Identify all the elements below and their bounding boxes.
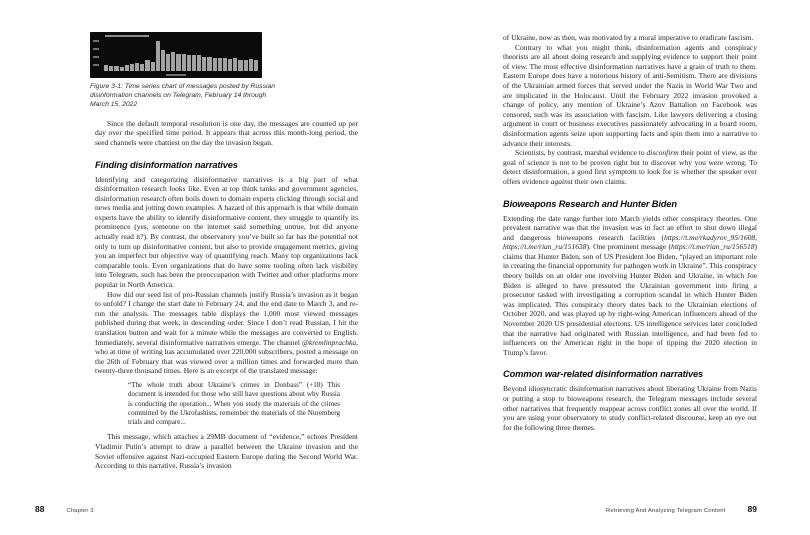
time-series-chart: [90, 32, 262, 78]
chart-bar: [192, 55, 196, 71]
chart-bar: [249, 59, 253, 71]
chart-bar: [114, 66, 118, 71]
para-extending-date-range: Extending the date range further into March yields other conspiracy theories. One prevalent narrative was that the invasion was in fact an effort to shut down illegal and dangerous bioweapons research facilities (https://t.me/rkadyrov_95/1608, https://t.me/rian_ru/151638). One prominent message (https://t.me/rian_ru/156518) claims that Hunter Biden, son of US President Joe Biden, “played an important role in creating the financial opportunity for pathogen work in Ukraine”. This conspiracy theory builds on an older one involving Hunter Biden and Ukraine, in which Joe Biden is alleged to have pressured the Ukrainian government into firing a prosecutor tasked with investigating a corruption scandal in which Hunter Biden was implicated. This conspiracy theory dates back to the Ukrainian elections of October 2020, and was played up by right-wing American influencers ahead of the November 2020 US presidential elections. US intelligence services later concluded that the narrative had originated with Russian intelligence, and had been fed to influencers on the American right in the hope of tipping the 2020 election in Trump’s favor.: [503, 213, 757, 357]
chart-bar: [151, 62, 155, 71]
chart-bar: [176, 54, 180, 71]
chart-x-axis-label: [166, 74, 186, 76]
chart-bar: [120, 67, 124, 71]
chart-bar: [254, 60, 258, 71]
para-this-message: This message, which attaches a 29MB document of “evidence,” echoes President Vladimir Putin’s attempt to draw a parallel between the Ukraine invasion and the Soviet offensive against Nazi-occupied Eastern Europe during the Second World War. According to this narrative, Russia’s invasion: [95, 432, 358, 471]
chart-y-tick: [93, 48, 99, 50]
chart-bar: [244, 60, 248, 71]
chart-bar: [233, 58, 237, 71]
left-page-number: 88: [35, 504, 45, 514]
chart-bar: [140, 64, 144, 72]
right-footer: [606, 504, 757, 514]
chart-bar: [135, 63, 139, 71]
chart-bars: [104, 41, 258, 71]
left-page: [90, 32, 358, 471]
chart-bar: [223, 58, 227, 71]
chart-bar: [130, 64, 134, 71]
chart-bar: [238, 60, 242, 71]
chart-bar: [202, 57, 206, 71]
chart-bar: [197, 55, 201, 71]
chart-bar: [161, 50, 165, 71]
chart-bar: [109, 66, 113, 71]
chart-title-text: [105, 35, 149, 37]
chart-bar: [145, 60, 149, 71]
chart-y-tick: [93, 40, 99, 42]
chart-bar: [228, 59, 232, 71]
chart-y-tick: [93, 64, 99, 66]
para-how-did-seed-list: How did our seed list of pro-Russian channels justify Russia’s invasion as it began to unfold? I change the start date to February 24, and the end date to March 3, and re-run the analysis. The messages table displays the 1,000 most viewed messages published during that week, in descending order. Since I don’t read Russian, I hit the translation button and wait for a minute while the messages are converted to English. Immediately, several disinformative narratives emerge. The channel @kremlinprachka, who at time of writing has accumulated over 220,000 subscribers, posted a message on the 26th of February that was viewed over a million times and forwarded more than twenty-three thousand times. Here is an excerpt of the translated message:: [95, 289, 358, 376]
chart-bar: [125, 65, 129, 71]
chapter-label: Chapter 3: [66, 508, 94, 514]
figure-3-1: [90, 32, 358, 110]
para-identifying: Identifying and categorizing disinformative narratives is a big part of what disinformation research looks like. Even at top think tanks and government agencies, disinformation research often boils down to domain experts clicking through social and news media and jotting down examples. A hazard of this approach is that while domain experts have the ability to identify disinformative content, they struggle to quantify its prominence (yes, someone on the internet said something untrue, but did anyone actually read it?). By contrast, the observatory you’ve built so far has the potential not only to turn up disinformative content, but also to provide engagement metrics, giving you an imperfect but objective way of quantifying reach. Many top organizations lack comparable tools. Even organizations that do have some tooling often lack visibility into Telegram, such has been the preoccupation with Twitter and other platforms more popular in North America.: [95, 174, 358, 290]
heading-common-war-narratives: Common war-related disinformation narratives: [503, 369, 704, 380]
chapter-title-label: Retrieving And Analyzing Telegram Content: [605, 508, 726, 514]
chart-bar: [171, 52, 175, 71]
figure-caption: Figure 3-1: Time series chart of messages posted by Russian disinformation channels on Telegram, February 14 through March 15, 2022: [90, 83, 276, 108]
chart-bar: [156, 41, 160, 71]
chart-bar: [104, 65, 108, 71]
para-scientists: Scientists, by contrast, marshal evidence to disconfirm their point of view, as the goal of science is not to be proven right but to discover why you were wrong. To detect disinformation, a good first symptom to look for is whether the speaker ever offers evidence against their own claims.: [503, 148, 757, 186]
para-since-default: Since the default temporal resolution is one day, the messages are counted up per day over the specified time period. It appears that across this month-long period, the seed channels were chattiest on the day the invasion began.: [95, 118, 358, 147]
right-page: [503, 33, 757, 432]
heading-finding-disinformation-narratives: Finding disinformation narratives: [95, 159, 238, 170]
para-of-ukraine: of Ukraine, now as then, was motivated by a moral imperative to eradicate fascism.: [503, 33, 754, 42]
right-page-number: 89: [747, 504, 757, 514]
para-beyond-idiosyncratic: Beyond idiosyncratic disinformation narratives about liberating Ukraine from Nazis or putting a stop to bioweapons research, the Telegram messages include several other narratives that frequently reappear across conflict zones all over the world. If you are using your observatory to study conflict-related discourse, keep an eye out for the following three themes.: [503, 384, 757, 432]
chart-bar: [166, 54, 170, 71]
chart-bar: [218, 58, 222, 72]
chart-bar: [187, 55, 191, 71]
chart-bar: [182, 54, 186, 71]
heading-bioweapons-research: Bioweapons Research and Hunter Biden: [503, 198, 677, 209]
chart-bar: [213, 58, 217, 71]
translated-message-quote: “The whole truth about Ukraine’s crimes in Donbass” (+18) This document is intended for those who still have questions about why Russia is conducting the operation... When you study the materials of the crimes committed by the Ukrofashists, remember the materials of the Nuremberg trials and compare...: [128, 380, 340, 427]
chart-y-tick: [93, 56, 99, 58]
left-footer: [35, 504, 94, 514]
para-contrary: Contrary to what you might think, disinformation agents and conspiracy theorists are all about doing research and supplying evidence to support their point of view. The most effective disinformation narratives have a grain of truth to them. Eastern Europe does have a notorious history of anti-Semitism. There are divisions of the Ukrainian armed forces that served under the Nazis in World War Two and are implicated in the Holocaust. Until the February 2022 invasion provoked a change of policy, any mention of Ukraine’s Azov Battalion on Facebook was censored, such was its association with fascism. Like lawyers delivering a closing argument in court or business executives passionately advocating in a board room, disinformation agents seize upon supporting facts and spin them into a narrative to advance their interests.: [503, 42, 757, 148]
chart-bar: [207, 57, 211, 71]
